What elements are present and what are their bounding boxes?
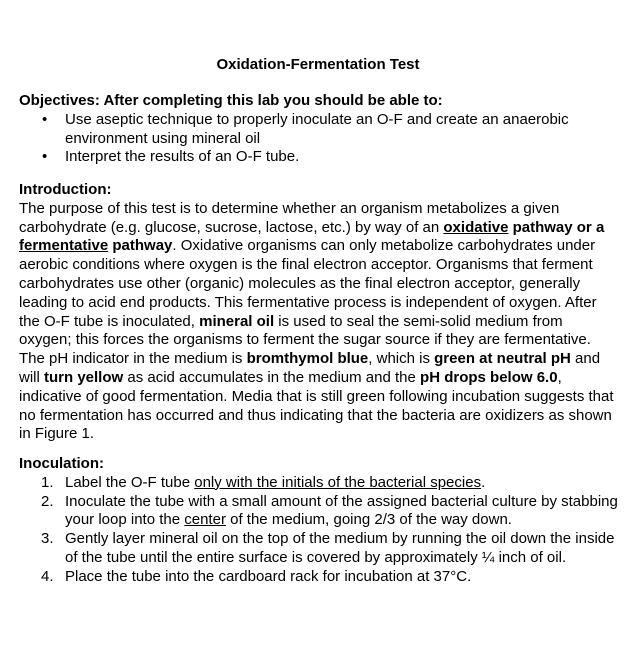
document-title: Oxidation-Fermentation Test [216,56,420,73]
introduction-section [19,181,619,444]
text-run: . [481,473,486,491]
text-run: of the medium, going 2/3 of the way down. [225,511,512,529]
text-run: center [184,511,226,529]
text-run: as acid accumulates in the medium and the [123,368,421,386]
text-run: is used to seal the semi-solid medium from oxygen; this forces the organisms to ferment the sugar source if they are fermentative. The pH indicator in the medium is [19,312,591,368]
text-run: turn yellow [44,368,124,386]
step-text [65,493,618,529]
objective-item: • Interpret the results of an O-F tube. [19,148,619,167]
text-run: mineral oil [199,312,275,330]
step-text [65,568,471,585]
inoculation-step [19,493,619,531]
inoculation-step [19,474,619,493]
text-run: pathway [108,237,173,255]
text-run: oxidative [443,218,509,236]
introduction-heading: Introduction: [19,181,112,198]
inoculation-step [19,530,619,568]
objectives-section [19,92,619,167]
text-run: pathway or a [508,218,605,236]
text-run: pH drops below 6.0 [420,368,558,386]
text-run: and will [19,350,601,386]
objective-item: • Use aseptic technique to properly inoculate an O-F and create an anaerobic environment using mineral oil [19,111,619,149]
text-run: Gently layer mineral oil on the top of the medium by running the oil down the inside of the tube until the entire surface is covered by approximately ¼ inch of oil. [65,530,615,566]
text-run: Inoculate the tube with a small amount of the assigned bacterial culture by stabbing your loop into the [65,492,618,529]
inoculation-step [19,568,619,587]
step-number: 2. [41,492,54,510]
text-run: , which is [368,350,435,368]
text-run: , indicative of good fermentation. Media that is still green following incubation suggests that no fermentation has occurred and thus indicating that the bacteria are oxidizers as shown in Figure 1. [19,368,614,443]
text-run: Place the tube into the cardboard rack for incubation at 37°C. [65,567,472,585]
inoculation-section [19,455,619,587]
step-number: 3. [41,530,54,548]
step-number: 1. [41,473,54,491]
inoculation-heading: Inoculation: [19,455,104,472]
inoculation-steps [19,474,619,587]
text-run: only with the initials of the bacterial species [194,473,482,491]
step-text [65,474,485,491]
text-run: Label the O-F tube [65,473,195,491]
introduction-paragraph [19,200,619,444]
text-run: green at neutral pH [434,350,571,368]
objectives-list [19,111,619,167]
text-run: The purpose of this test is to determine whether an organism metabolizes a given carbohydrate (e.g. glucose, sucrose, lactose, etc.) by way of an [19,199,560,236]
objectives-heading: Objectives: After completing this lab you should be able to: [19,92,443,109]
text-run: fermentative [19,237,109,255]
text-run: . Oxidative organisms can only metabolize carbohydrates under aerobic conditions where oxygen is the final electron acceptor. Organisms that ferment carbohydrates use other (organic) molecules as the final electron acceptor, generally leading to acid end products. This fermentative process is independent of oxygen. After the O-F tube is inoculated, [19,237,597,330]
step-number: 4. [41,567,54,585]
text-run: bromthymol blue [246,350,369,368]
step-text [65,530,614,566]
